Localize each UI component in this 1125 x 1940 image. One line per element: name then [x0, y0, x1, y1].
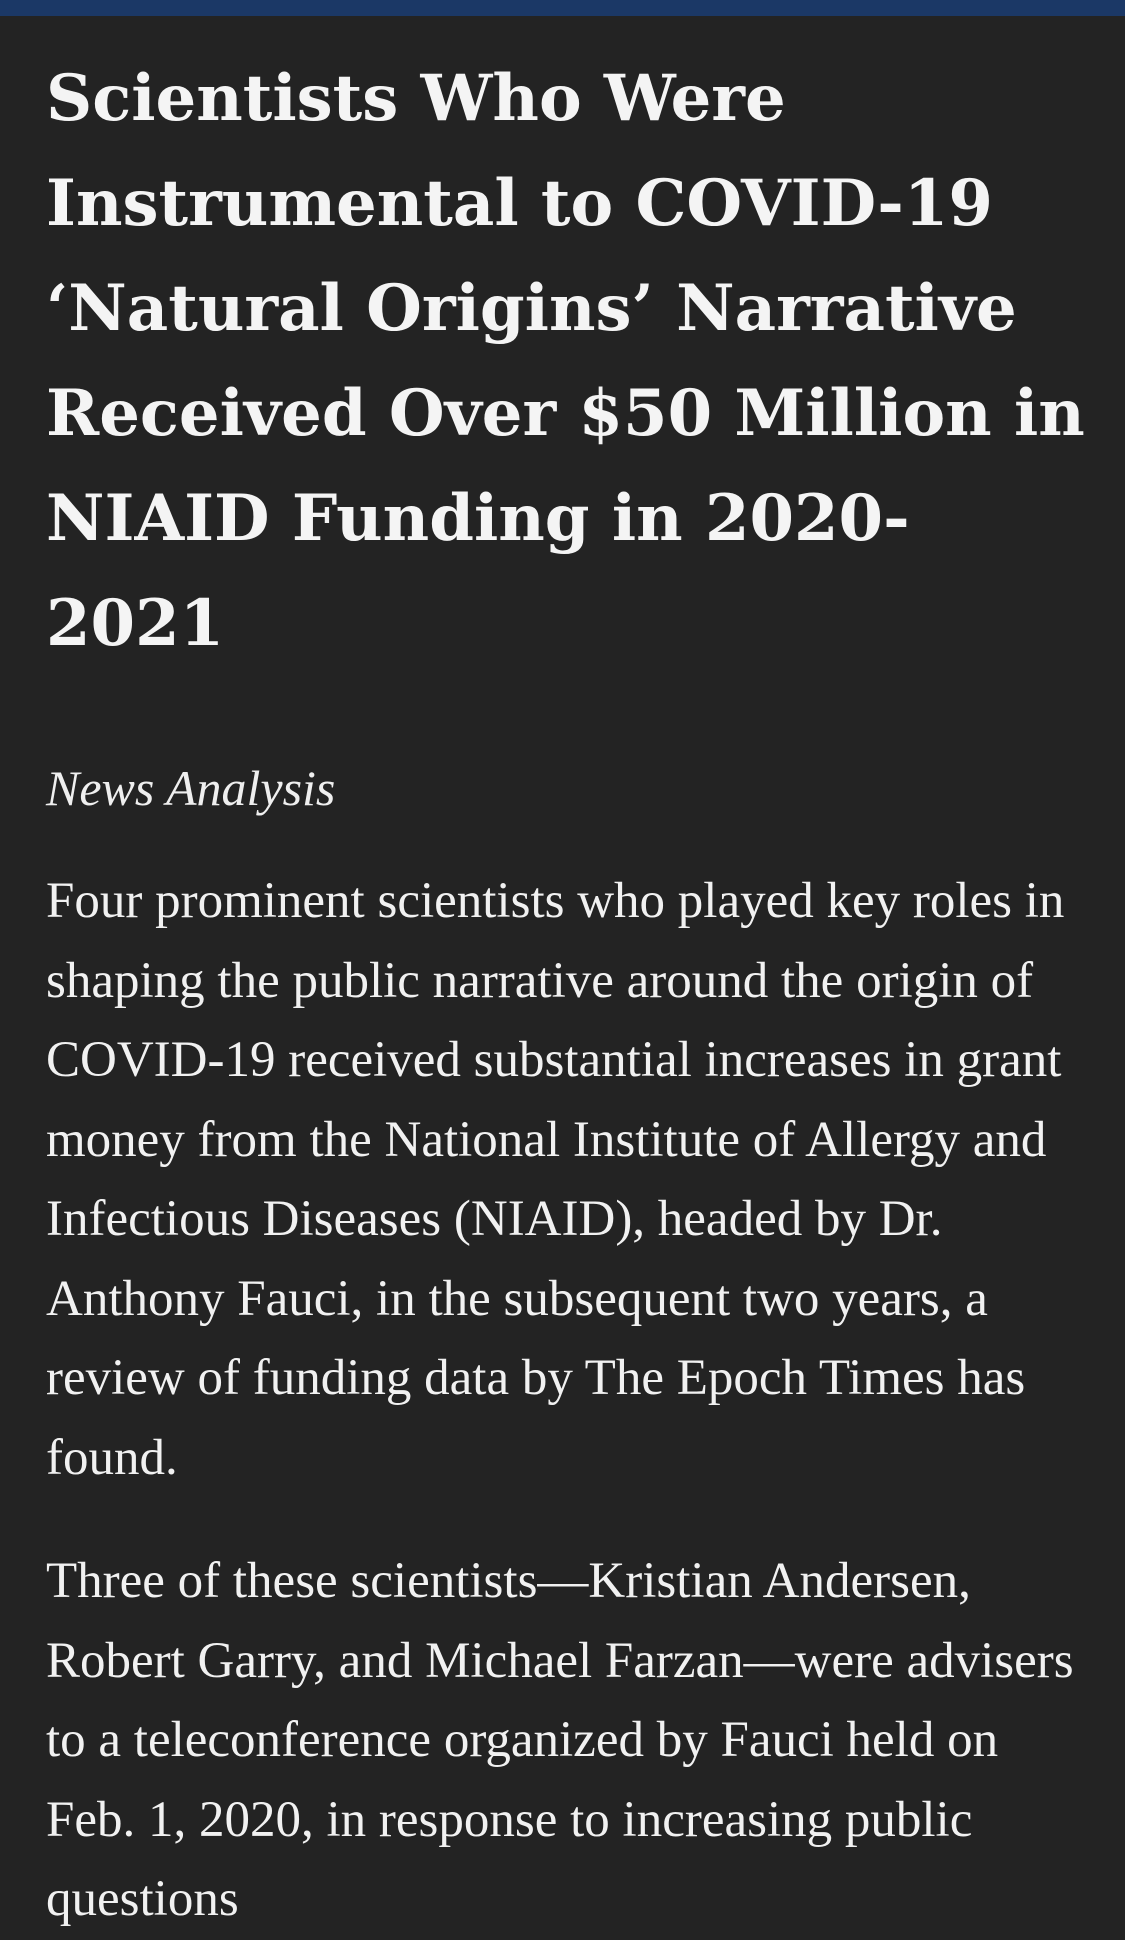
article-body: [46, 46, 1086, 1940]
article-paragraph-1: Four prominent scientists who played key roles in shaping the public narrative around the origin of COVID-19 received substantial increases in grant money from the National Institute of Allergy and Infectious Diseases (NIAID), headed by Dr. Anthony Fauci, in the subsequent two years, a review of funding data by The Epoch Times has found.: [46, 873, 1065, 1486]
article-paragraph-2: Three of these scientists—Kristian Andersen, Robert Garry, and Michael Farzan—were advisers to a teleconference organized by Fauci held on Feb. 1, 2020, in response to increasing public questions: [46, 1553, 1074, 1927]
article-title: Scientists Who Were Instrumental to COVID-19 ‘Natural Origins’ Narrative Received Over $50 Million in NIAID Funding in 2020-2021: [46, 61, 1085, 661]
top-navigation-bar: [0, 0, 1125, 16]
article-kicker: News Analysis: [46, 760, 336, 816]
